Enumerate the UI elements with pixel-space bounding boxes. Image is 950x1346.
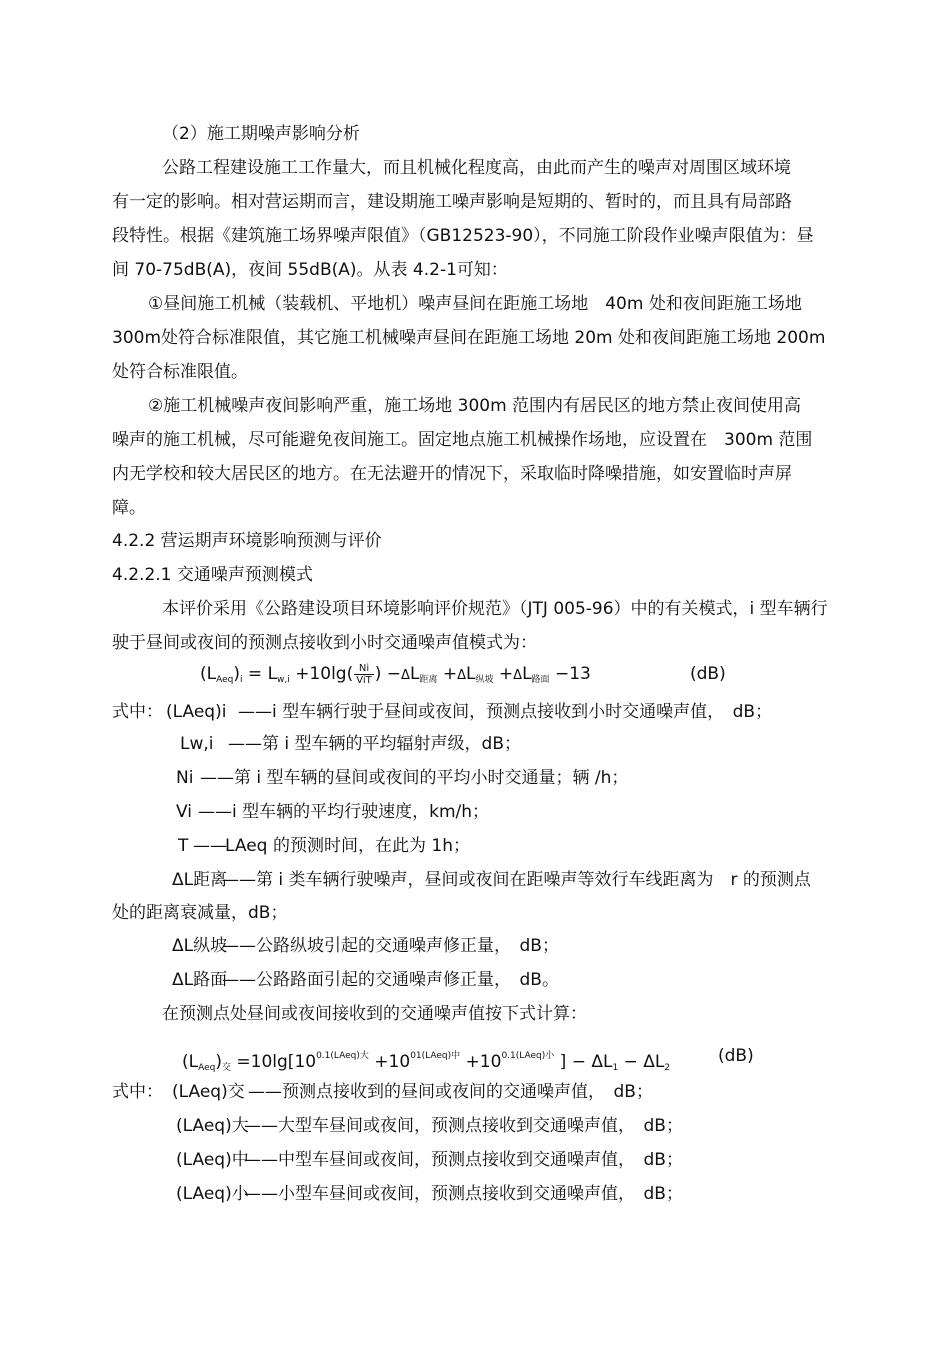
def-text: ——小型车昼间或夜间，预测点接收到交通噪声值， dB；	[244, 1184, 683, 1204]
def-text: ——第 i 类车辆行驶噪声，昼间或夜间在距噪声等效行车线距离为 r 的预测点	[222, 870, 811, 890]
def-symbol: ΔL纵坡	[172, 936, 228, 956]
def-text: 处的距离衰减量，dB；	[112, 903, 288, 923]
def-text: ——大型车昼间或夜间，预测点接收到交通噪声值， dB；	[244, 1116, 683, 1136]
paragraph-line: 间 70-75dB(A)，夜间 55dB(A)。从表 4.2-1可知：	[112, 260, 508, 280]
where-label: 式中：	[112, 1082, 163, 1102]
def-symbol: T	[178, 836, 189, 856]
def-symbol: (LAeq)小	[176, 1184, 249, 1204]
def-symbol: Vi	[176, 802, 192, 822]
list-item-line: 噪声的施工机械，尽可能避免夜间施工。固定地点施工机械操作场地，应设置在 300m 范围	[112, 430, 813, 450]
paragraph-line: 本评价采用《公路建设项目环境影响评价规范》（JTJ 005-96）中的有关模式，i 型车辆行	[162, 599, 828, 619]
def-text: ——i 型车辆行驶于昼间或夜间，预测点接收到小时交通噪声值， dB；	[238, 702, 773, 722]
def-text: ——第 i 型车辆的平均辐射声级，dB；	[228, 734, 521, 754]
list-item-line: ②施工机械噪声夜间影响严重，施工场地 300m 范围内有居民区的地方禁止夜间使用高	[148, 396, 802, 416]
formula-unit: (dB)	[690, 664, 726, 684]
def-text: ——	[193, 836, 227, 856]
formula-hourly-noise: $(L_{Aeq})_i = L_{w,i} +10\lg$( $\frac{Ni}{\text{ViT}}$ ) $-\Delta L_{距离} +\Delta L_{纵坡} +\Delta L_{路面} -13$	[200, 662, 591, 686]
paragraph-line: 公路工程建设施工工作量大，而且机械化程度高，由此而产生的噪声对周围区域环境	[162, 158, 791, 178]
def-symbol: (LAeq)i	[166, 702, 227, 722]
def-symbol: Ni	[176, 768, 194, 788]
def-symbol: ΔL距离	[172, 870, 228, 890]
def-text: ——中型车昼间或夜间，预测点接收到交通噪声值， dB；	[244, 1150, 683, 1170]
def-text: ——i 型车辆的平均行驶速度，km/h；	[198, 802, 490, 822]
def-symbol: (LAeq)大	[176, 1116, 249, 1136]
section-heading: 4.2.2 营运期声环境影响预测与评价	[112, 531, 382, 551]
paragraph-line: 驶于昼间或夜间的预测点接收到小时交通噪声值模式为：	[112, 633, 537, 653]
def-text: ——公路纵坡引起的交通噪声修正量， dB；	[222, 936, 559, 956]
def-text: ——公路路面引起的交通噪声修正量， dB。	[222, 970, 559, 990]
section-heading-construction-noise: （2）施工期噪声影响分析	[162, 124, 360, 144]
def-symbol: (LAeq)交	[172, 1082, 245, 1102]
list-item-line: 障。	[112, 498, 146, 518]
fraction: $\frac{Ni}{\text{ViT}}$	[356, 662, 372, 686]
def-text: 的预测时间，在此为 1h；	[273, 836, 470, 856]
formula-total-noise: $(L_{Aeq})_交 =10\lg[10^{0.1(LAeq)大} +10^{01(LAeq)中} +10^{0.1(LAeq)小}$ ] − $\Delta L_1 - \Delta L_2$	[182, 1051, 671, 1073]
list-item-line: 内无学校和较大居民区的地方。在无法避开的情况下，采取临时降噪措施，如安置临时声屏	[112, 464, 792, 484]
list-item-line: 300m处符合标准限值，其它施工机械噪声昼间在距施工场地 20m 处和夜间距施工场地 200m	[112, 328, 826, 348]
def-text: ——预测点接收到的昼间或夜间的交通噪声值， dB；	[248, 1082, 653, 1102]
formula-unit: (dB)	[718, 1046, 754, 1066]
def-symbol: LAeq	[225, 836, 268, 856]
def-symbol: Lw,i	[180, 734, 214, 754]
paragraph-line: 段特性。根据《建筑施工场界噪声限值》（GB12523-90），不同施工阶段作业噪声限值为：昼	[112, 226, 814, 246]
def-symbol: ΔL路面	[172, 970, 228, 990]
subsection-heading: 4.2.2.1 交通噪声预测模式	[112, 565, 313, 585]
paragraph-line: 在预测点处昼间或夜间接收到的交通噪声值按下式计算：	[162, 1004, 587, 1024]
where-label: 式中：	[112, 702, 163, 722]
def-symbol: (LAeq)中	[176, 1150, 249, 1170]
list-item-line: 处符合标准限值。	[112, 362, 248, 382]
list-item-line: ①昼间施工机械（装载机、平地机）噪声昼间在距施工场地 40m 处和夜间距施工场地	[148, 294, 802, 314]
paragraph-line: 有一定的影响。相对营运期而言，建设期施工噪声影响是短期的、暂时的，而且具有局部路	[112, 192, 792, 212]
def-text: ——第 i 型车辆的昼间或夜间的平均小时交通量；辆 /h；	[200, 768, 629, 788]
